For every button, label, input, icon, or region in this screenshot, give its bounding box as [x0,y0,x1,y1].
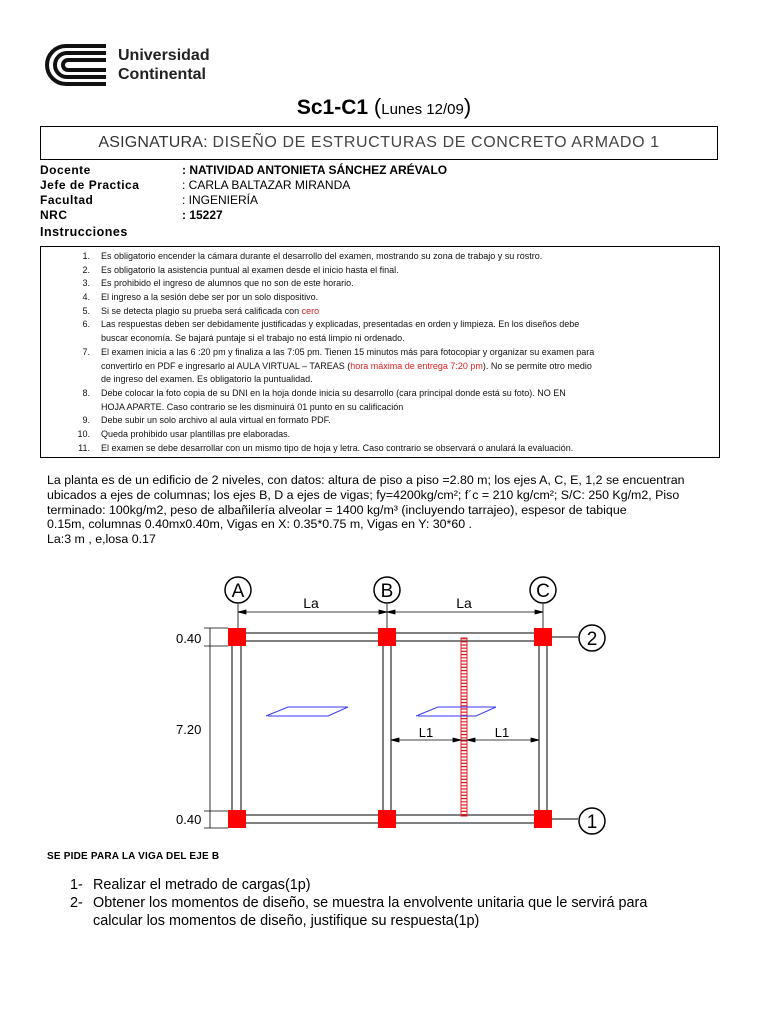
axis-label-a: A [231,581,245,602]
instruction-line: de ingreso del examen. Es obligatorio la puntualidad. [101,374,313,384]
floor-plan-drawing [0,560,768,845]
info-value-jefe: : CARLA BALTAZAR MIRANDA [182,178,351,192]
requirement-line: calcular los momentos de diseño, justifique su respuesta(1p) [93,913,480,929]
exam-code: Sc1-C1 [296,96,369,119]
instruction-num: 5. [82,306,90,316]
axis-bubble-1 [579,808,605,834]
instruction-num: 1. [82,251,90,261]
sub-span-l1-left: L1 [418,725,434,740]
requirement-num: 2- [70,895,83,911]
exam-date: Lunes 12/09 [381,101,464,118]
instruction-text-a: Si se detecta plagio su prueba será calificada con [101,306,302,316]
instruction-line: buscar economía. Se bajará puntaje si el trabajo no está limpio ni ordenado. [101,333,405,343]
problem-line: La planta es de un edificio de 2 niveles, con datos: altura de piso a piso =2.80 m; los ejes A, C, E, 1,2 se encuentran [47,473,685,487]
info-value-nrc: : 15227 [182,208,223,222]
column-c2 [534,628,552,646]
paren-open: ( [373,94,382,119]
top-dimension-line [238,604,543,630]
sub-span-l1-right: L1 [494,725,510,740]
axis-bubble-b [374,577,400,603]
axis-lines-right [552,637,578,819]
exam-title [0,94,768,120]
logo-line2: Continental [118,66,206,83]
instruction-num: 3. [82,278,90,288]
logo-line1: Universidad [118,47,210,64]
instruction-text: Es prohibido el ingreso de alumnos que no son de este horario. [101,278,354,288]
logo-icon [44,42,110,88]
requirement-num: 1- [70,877,83,893]
left-dimension-line [204,628,228,828]
column-c1 [534,810,552,828]
instruction-num: 8. [82,388,90,398]
subject-label: ASIGNATURA: [98,134,208,151]
problem-line: ubicados a ejes de columnas; los ejes B, D a ejes de vigas; fy=4200kg/cm²; f´c = 210 kg/cm²; S/C: 250 Kg/m2, Piso [47,487,680,502]
info-label-docente: Docente [40,163,91,177]
problem-line: 0.15m, columnas 0.40mx0.40m, Vigas en X: 0.35*0.75 m, Vigas en Y: 30*60 . [47,517,472,532]
instruction-red: hora máxima de entrega 7:20 pm [350,361,483,371]
info-label-jefe: Jefe de Practica [40,178,140,192]
instruction-line: Debe colocar la foto copia de su DNI en la hoja donde inicia su desarrollo (cara principal donde está su foto). NO EN [101,388,566,398]
column-b1 [378,810,396,828]
axis-label-1: 1 [586,812,598,833]
instruction-line: Las respuestas deben ser debidamente justificadas y explicadas, presentadas en orden y limpieza. En los diseños debe [101,319,580,329]
dim-label-040-top: 0.40 [176,631,202,646]
column-a1 [228,810,246,828]
instruction-num: 2. [82,265,90,275]
instruction-text: El examen se debe desarrollar con un mismo tipo de hoja y letra. Caso contrario se observará o anulará la evaluación. [101,443,574,453]
instruction-text: El ingreso a la sesión debe ser por un solo dispositivo. [101,292,319,302]
axis-bubble-c [530,577,556,603]
problem-line: La:3 m , e,losa 0.17 [47,532,156,547]
instruction-num: 10. [77,429,90,439]
info-value-facultad: : INGENIERÍA [182,193,259,207]
instruction-text: Es obligatorio la asistencia puntual al examen desde el inicio hasta el final. [101,265,399,275]
axis-bubble-a [225,577,251,603]
column-b2 [378,628,396,646]
span-label-la-1: La [303,595,319,611]
instruction-line: El examen inicia a las 6 :20 pm y finaliza a las 7:05 pm. Tienen 15 minutos más para fotocopiar y organizar su examen para [101,347,595,357]
instruction-num: 7. [82,347,90,357]
requirement-text: Realizar el metrado de cargas(1p) [93,877,311,893]
slab-direction-arrow-1 [266,707,348,716]
university-name [118,46,210,84]
instruction-num: 6. [82,319,90,329]
axis-label-2: 2 [586,629,598,650]
problem-statement [47,473,722,547]
instruction-line: HOJA APARTE. Caso contrario se les disminuirá 01 punto en su calificación [101,402,404,412]
slab-direction-arrow-2 [416,707,496,716]
instruction-text: Queda prohibido usar plantillas pre elaboradas. [101,429,291,439]
info-value-docente: : NATIVIDAD ANTONIETA SÁNCHEZ ARÉVALO [182,163,448,177]
info-label-nrc: NRC [40,208,68,222]
instructions-title: Instrucciones [40,225,128,239]
instruction-text: Debe subir un solo archivo al aula virtual en formato PDF. [101,415,331,425]
problem-line: terminado: 100kg/m2, peso de albañilería alveolar = 1400 kg/m³ (incluyendo tarrajeo), espesor de tabique [47,502,627,517]
column-a2 [228,628,246,646]
instruction-red: cero [301,306,320,316]
university-logo [44,42,110,88]
instruction-line [101,360,717,374]
instruction-num: 9. [82,415,90,425]
requirements-title: SE PIDE PARA LA VIGA DEL EJE B [47,851,220,862]
partition-wall [461,638,467,816]
requirement-line: Obtener los momentos de diseño, se muestra la envolvente unitaria que le servirá para [93,895,648,911]
axis-label-c: C [536,581,550,602]
instruction-num: 4. [82,292,90,302]
subject-box [40,126,718,160]
span-label-la-2: La [456,595,472,611]
instruction-line2a: convertirlo en PDF e ingresarlo al AULA VIRTUAL – TAREAS ( [101,361,351,371]
paren-close: ) [463,94,472,119]
instruction-num: 11. [78,443,90,453]
subject-value: DISEÑO DE ESTRUCTURAS DE CONCRETO ARMADO 1 [212,134,660,151]
dim-label-040-bottom: 0.40 [176,812,202,827]
axis-label-b: B [380,581,394,602]
instruction-text: Es obligatorio encender la cámara durante el desarrollo del examen, mostrando su zona de trabajo y su rostro. [101,251,543,261]
instruction-line2b: ). No se permite otro medio [482,361,592,371]
dim-label-720: 7.20 [176,722,202,737]
instruction-text [101,305,717,319]
info-label-facultad: Facultad [40,193,94,207]
axis-bubble-2 [579,625,605,651]
